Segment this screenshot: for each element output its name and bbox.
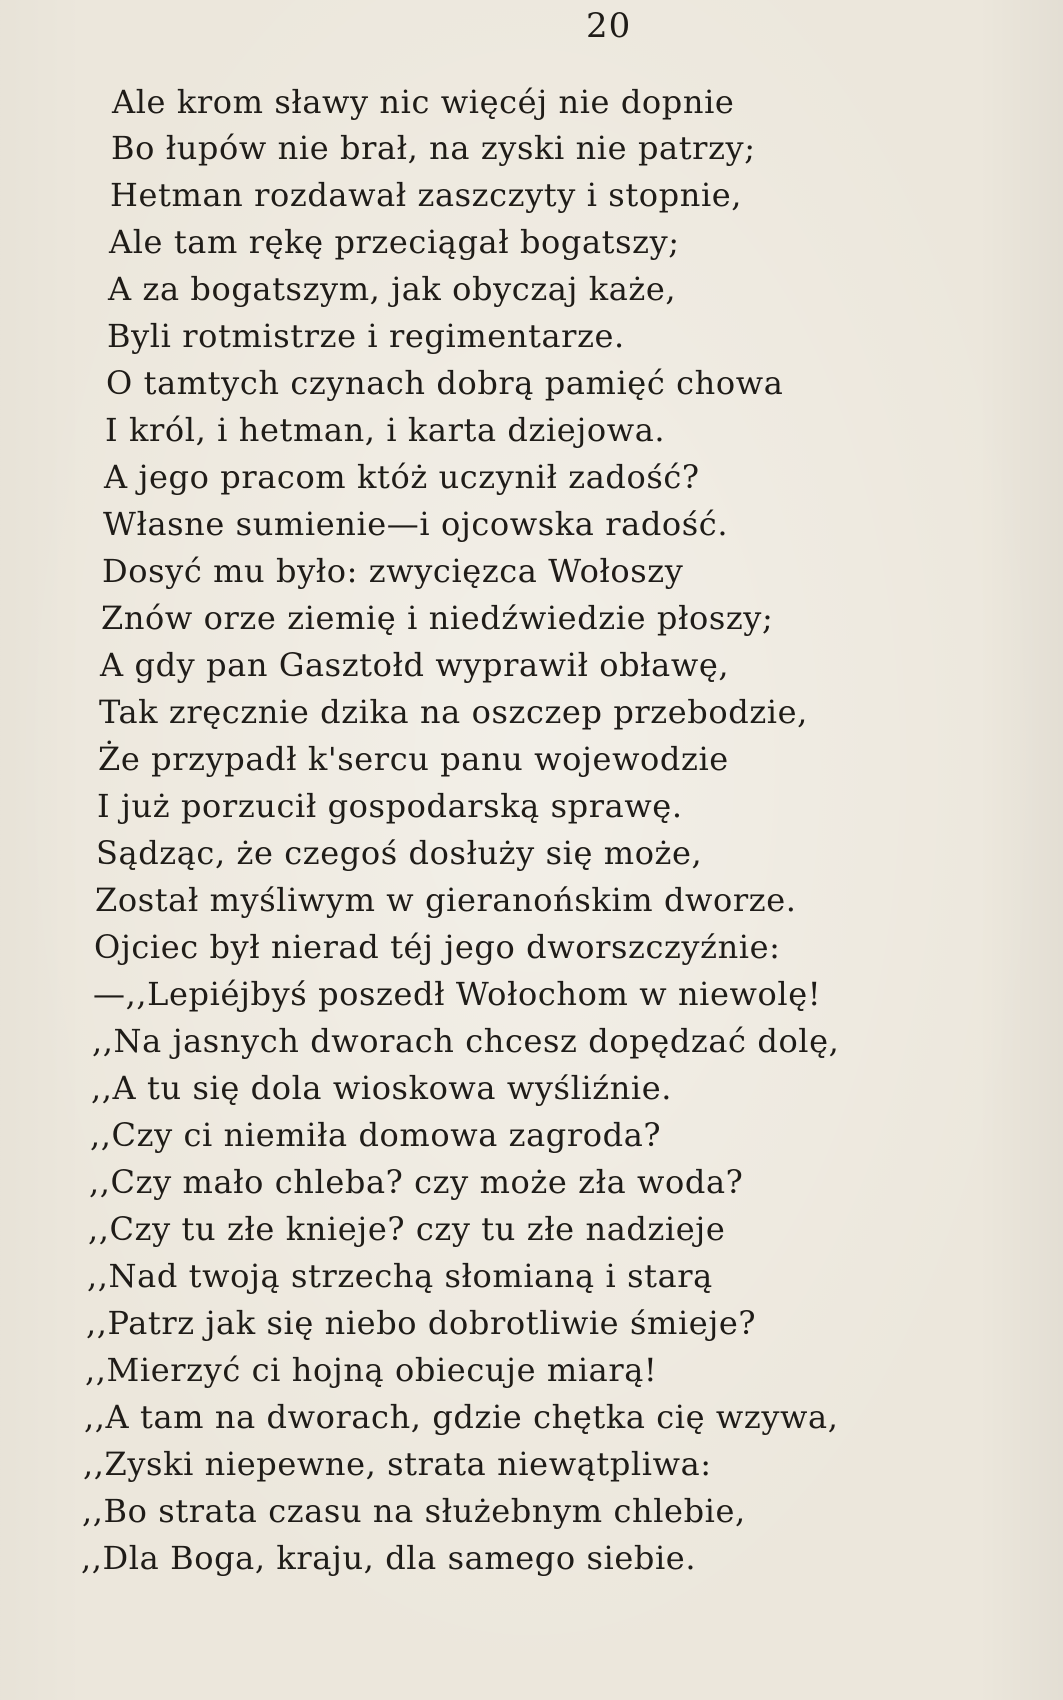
poem-line: ,,Czy mało chleba? czy może zła woda?: [89, 1163, 744, 1201]
poem-line: Bo łupów nie brał, na zyski nie patrzy;: [111, 129, 756, 167]
poem-line: Sądząc, że czegoś dosłuży się może,: [96, 834, 703, 872]
poem-line: Ale tam rękę przeciągał bogatszy;: [109, 223, 680, 261]
poem-line: ,,Zyski niepewne, strata niewątpliwa:: [83, 1445, 712, 1483]
poem-line: O tamtych czynach dobrą pamięć chowa: [106, 364, 784, 402]
poem-line: ,,A tam na dworach, gdzie chętka cię wzywa,: [84, 1398, 839, 1436]
poem-line: I król, i hetman, i karta dziejowa.: [105, 411, 666, 449]
poem-line: Hetman rozdawał zaszczyty i stopnie,: [110, 176, 743, 214]
poem-line: ,,Czy tu złe knieje? czy tu złe nadzieje: [88, 1210, 726, 1248]
poem-line: Tak zręcznie dzika na oszczep przebodzie,: [99, 693, 808, 731]
poem-line: Ojciec był nierad téj jego dworszczyźnie:: [94, 928, 781, 966]
poem-line: A jego pracom któż uczynił zadość?: [104, 458, 700, 496]
poem-line: I już porzucił gospodarską sprawę.: [97, 787, 683, 825]
poem-line: Ale krom sławy nic więcéj nie dopnie: [112, 83, 735, 121]
poem-line: ,,Czy ci niemiła domowa zagroda?: [90, 1116, 662, 1154]
poem-line: —,,Lepiéjbyś poszedł Wołochom w niewolę!: [93, 975, 822, 1013]
page-number: 20: [586, 6, 632, 46]
poem-line: ,,Dla Boga, kraju, dla samego siebie.: [81, 1539, 697, 1577]
poem-line: Własne sumienie—i ojcowska radość.: [103, 505, 729, 543]
poem-line: Byli rotmistrze i regimentarze.: [107, 317, 625, 355]
poem-line: ,,A tu się dola wioskowa wyśliźnie.: [91, 1069, 673, 1107]
poem-line: Dosyć mu było: zwycięzca Wołoszy: [102, 552, 684, 590]
poem-line: A za bogatszym, jak obyczaj każe,: [108, 270, 677, 308]
poem-line: ,,Nad twoją strzechą słomianą i starą: [87, 1257, 713, 1295]
poem-line: ,,Mierzyć ci hojną obiecuje miarą!: [85, 1351, 658, 1389]
poem-line: A gdy pan Gasztołd wyprawił obławę,: [100, 646, 730, 684]
poem-line: Że przypadł k'sercu panu wojewodzie: [98, 740, 729, 778]
poem-line: ,,Na jasnych dworach chcesz dopędzać dolę,: [92, 1022, 840, 1060]
poem-line: ,,Patrz jak się niebo dobrotliwie śmieje?: [86, 1304, 757, 1342]
poem-line: ,,Bo strata czasu na służebnym chlebie,: [82, 1492, 746, 1530]
poem-line: Znów orze ziemię i niedźwiedzie płoszy;: [101, 599, 774, 637]
poem-line: Został myśliwym w gieranońskim dworze.: [95, 881, 797, 919]
